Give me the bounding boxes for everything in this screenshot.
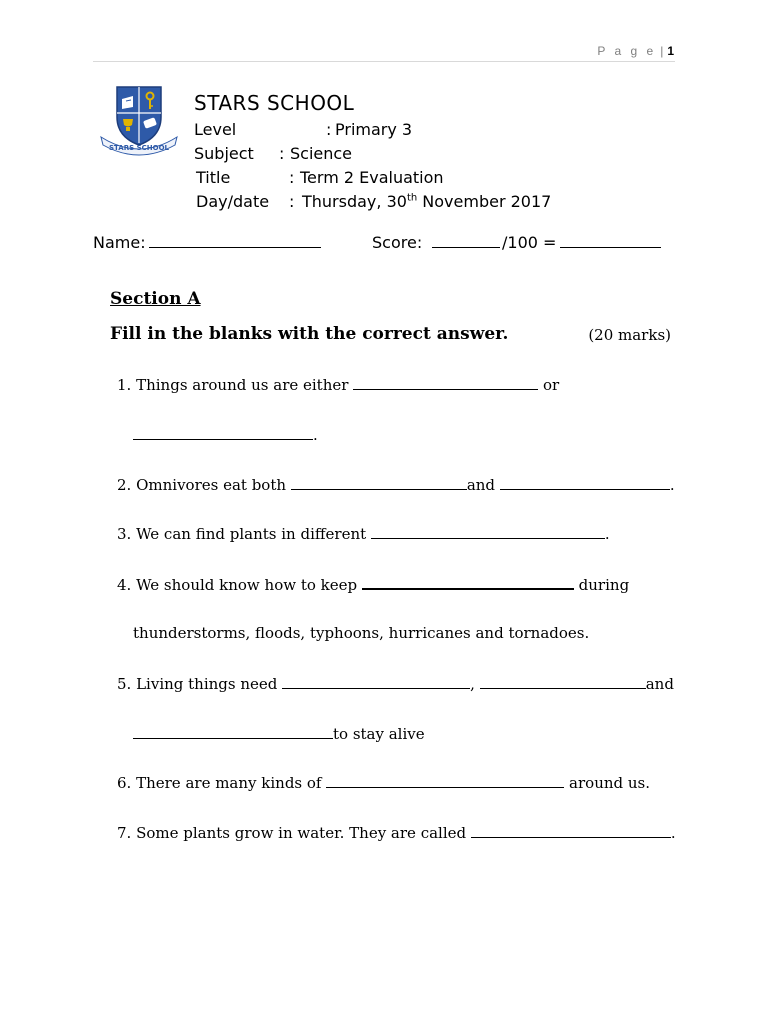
title-label: Title <box>196 168 231 187</box>
level-label: Level <box>194 120 237 139</box>
answer-blank[interactable] <box>133 425 313 440</box>
question-5-continued: to stay alive <box>133 724 425 743</box>
question-1-continued: . <box>133 425 318 444</box>
answer-blank[interactable] <box>291 475 467 490</box>
score-out-of: /100 = <box>502 233 557 252</box>
answer-blank[interactable] <box>362 574 574 590</box>
question-1: 1. Things around us are either or <box>117 376 560 394</box>
name-blank[interactable] <box>149 233 321 248</box>
subject-separator: : <box>279 144 285 163</box>
school-logo <box>95 81 183 159</box>
subject-label: Subject <box>194 144 254 163</box>
answer-blank[interactable] <box>326 773 564 788</box>
page-label: P a g e <box>597 44 657 58</box>
section-title: Section A <box>110 289 201 309</box>
title-separator: : <box>289 168 295 187</box>
question-5: 5. Living things need , and <box>117 675 674 693</box>
header-rule <box>93 61 675 62</box>
question-3: 3. We can find plants in different . <box>117 525 610 543</box>
date-value: Thursday, 30th November 2017 <box>302 192 552 211</box>
logo-lettering: STARS SCHOOL <box>109 144 169 152</box>
page-number: 1 <box>667 44 674 58</box>
section-marks: (20 marks) <box>588 326 671 344</box>
page-number-header: P a g e | 1 <box>597 44 674 58</box>
score-label: Score: <box>372 233 423 252</box>
question-4: 4. We should know how to keep during <box>117 576 630 594</box>
answer-blank[interactable] <box>371 524 605 539</box>
name-label: Name: <box>93 233 146 252</box>
date-separator: : <box>289 192 295 211</box>
answer-blank[interactable] <box>480 674 646 689</box>
school-name: STARS SCHOOL <box>194 91 355 115</box>
answer-blank[interactable] <box>282 674 470 689</box>
percentage-blank[interactable] <box>560 233 661 248</box>
answer-blank[interactable] <box>353 375 538 390</box>
answer-blank[interactable] <box>471 823 671 838</box>
title-value: Term 2 Evaluation <box>300 168 444 187</box>
question-4-continued: thunderstorms, floods, typhoons, hurricanes and tornadoes. <box>133 624 590 642</box>
level-separator: : <box>326 120 332 139</box>
subject-value: Science <box>290 144 353 163</box>
answer-blank[interactable] <box>133 724 333 739</box>
question-2: 2. Omnivores eat both and . <box>117 476 675 494</box>
date-label: Day/date <box>196 192 270 211</box>
question-7: 7. Some plants grow in water. They are called . <box>117 824 676 842</box>
question-6: 6. There are many kinds of around us. <box>117 774 651 792</box>
score-blank[interactable] <box>432 233 500 248</box>
section-instruction: Fill in the blanks with the correct answer. <box>110 324 509 344</box>
level-value: Primary 3 <box>335 120 413 139</box>
answer-blank[interactable] <box>500 475 670 490</box>
